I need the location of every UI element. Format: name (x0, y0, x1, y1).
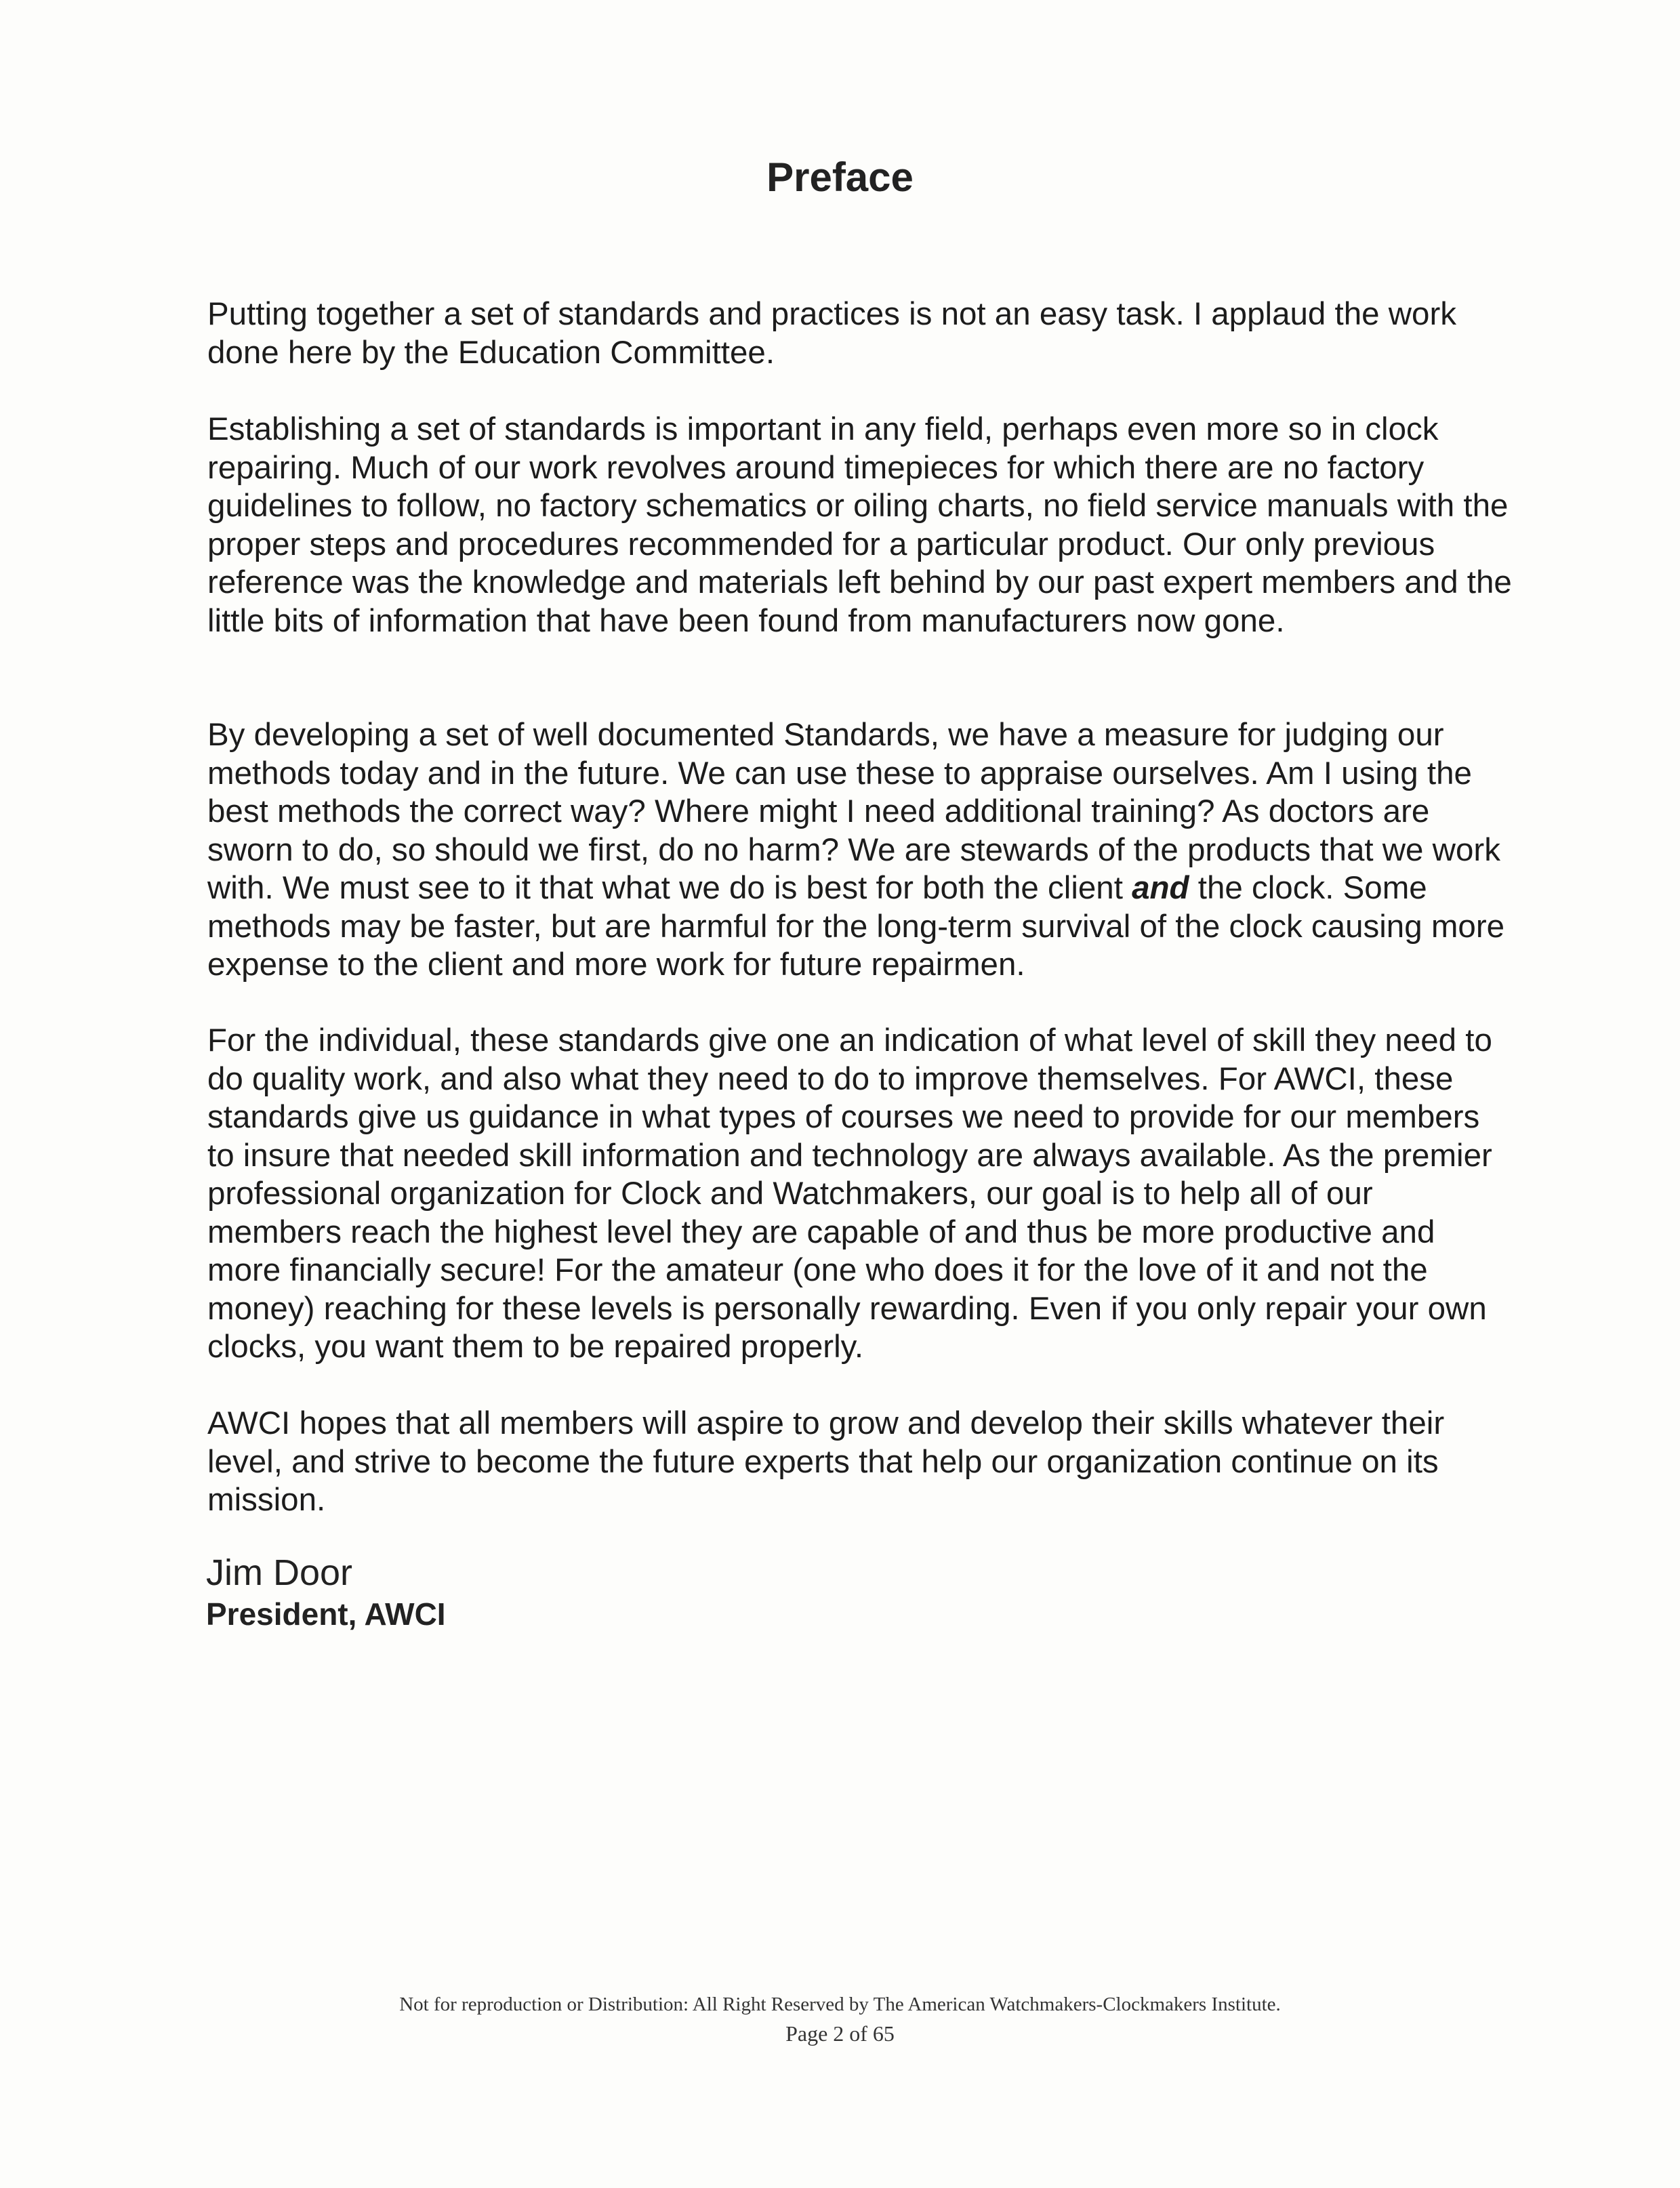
paragraph-3-text-end: the clock. Some methods may be faster, but are harmful for the long-term survival of the clock causing more expense to the client and more work for future repairmen. (207, 870, 1505, 983)
paragraph-2: Establishing a set of standards is important in any field, perhaps even more so in clock repairing. Much of our work revolves around timepieces for which there are no factory guidelines to follow, no factory schematics or oiling charts, no field service manuals with the proper steps and procedures recommended for a particular product. Our only previous reference was the knowledge and materials left behind by our past expert members and the little bits of information that have been found from manufacturers now gone. (207, 411, 1512, 639)
paragraph-3-text-start: By developing a set of well documented Standards, we have a measure for judging our methods today and in the future. We can use these to appraise ourselves. Am I using the best methods the correct way? Where might I need additional training? As doctors are sworn to do, so should we first, do no harm? We are stewards of the products that we work with. We must see to it that what we do is best for both the client (207, 717, 1500, 906)
page-title: Preface (766, 154, 914, 200)
page-footer (0, 1991, 1680, 2049)
page-number: Page 2 of 65 (785, 2021, 895, 2046)
copyright-notice: Not for reproduction or Distribution: All Right Reserved by The American Watchmakers-Clockmakers Institute. (399, 1994, 1281, 2015)
paragraph-3 (207, 716, 1515, 985)
paragraph-5: AWCI hopes that all members will aspire to grow and develop their skills whatever their level, and strive to become the future experts that help our organization continue on its mission. (207, 1405, 1445, 1518)
signatory-name: Jim Door (206, 1552, 353, 1593)
paragraph-1: Putting together a set of standards and practices is not an easy task. I applaud the work done here by the Education Committee. (207, 296, 1457, 371)
paragraph-4: For the individual, these standards give one an indication of what level of skill they need to do quality work, and also what they need to do to improve themselves. For AWCI, these standards give us guidance in what types of courses we need to provide for our members to insure that needed skill information and technology are always available. As the premier professional organization for Clock and Watchmakers, our goal is to help all of our members reach the highest level they are capable of and thus be more productive and more financially secure! For the amateur (one who does it for the love of it and not the money) reaching for these levels is personally rewarding. Even if you only repair your own clocks, you want them to be repaired properly. (207, 1023, 1492, 1365)
paragraph-3-emphasis: and (1132, 870, 1189, 906)
signature-block (206, 1552, 816, 1634)
signatory-title: President, AWCI (206, 1596, 446, 1632)
